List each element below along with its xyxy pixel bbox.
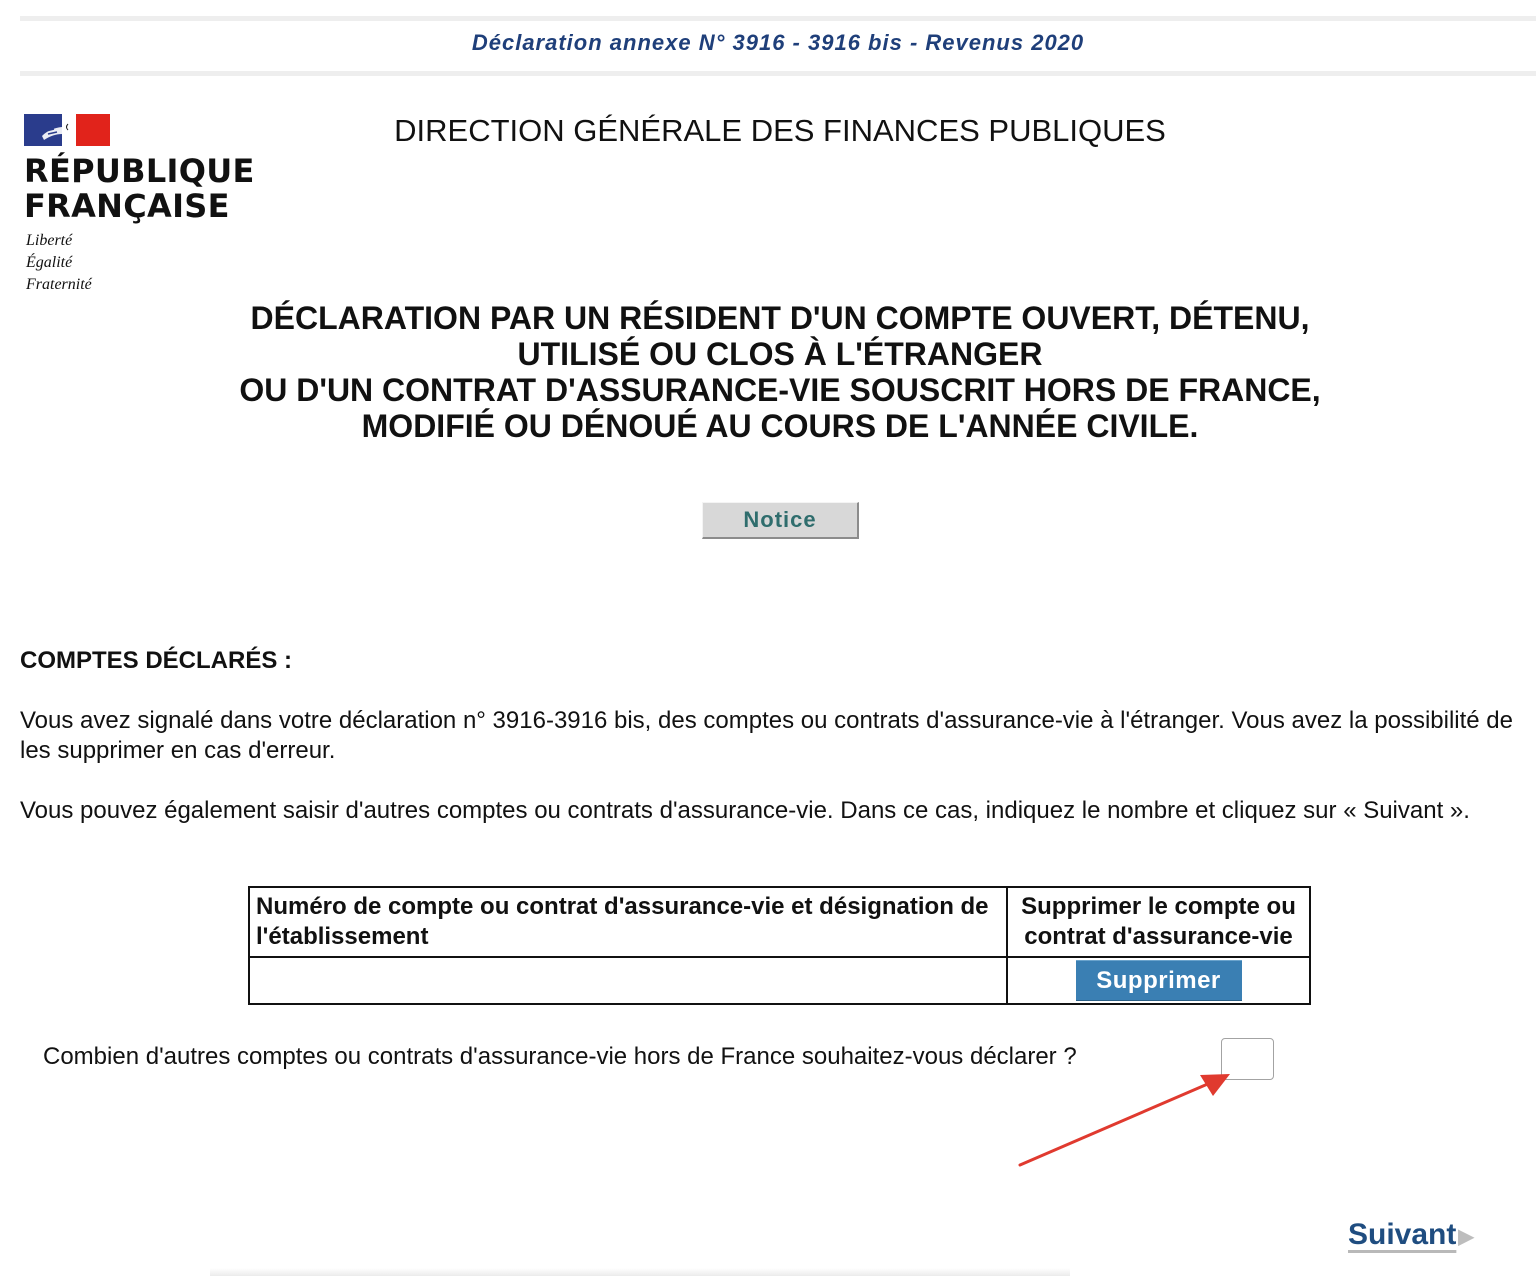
republique-francaise-logo [24, 114, 254, 304]
next-label: Suivant [1348, 1218, 1457, 1251]
title-line: MODIFIÉ OU DÉNOUÉ AU COURS DE L'ANNÉE CIVILE. [361, 408, 1199, 444]
agency-name: DIRECTION GÉNÉRALE DES FINANCES PUBLIQUES [394, 113, 1166, 148]
marianne-flag-icon [24, 114, 110, 146]
title-line: UTILISÉ OU CLOS À L'ÉTRANGER [517, 336, 1043, 372]
republic-motto: Liberté Égalité Fraternité [26, 232, 92, 293]
count-question-label: Combien d'autres comptes ou contrats d'assurance-vie hors de France souhaitez-vous déclarer ? [43, 1043, 1077, 1070]
action-cell [1007, 957, 1310, 1004]
table-row [249, 957, 1310, 1004]
page-title [180, 300, 1380, 444]
title-line: OU D'UN CONTRAT D'ASSURANCE-VIE SOUSCRIT HORS DE FRANCE, [239, 372, 1321, 408]
bottom-shadow [210, 1268, 1070, 1276]
column-header-delete: Supprimer le compte ou contrat d'assurance-vie [1007, 887, 1310, 957]
section-heading: COMPTES DÉCLARÉS : [20, 647, 293, 674]
instruction-paragraph: Vous pouvez également saisir d'autres comptes ou contrats d'assurance-vie. Dans ce cas, indiquez le nombre et cliquez sur « Suivant ». [20, 797, 1470, 824]
column-header-account: Numéro de compte ou contrat d'assurance-vie et désignation de l'établissement [249, 887, 1007, 957]
table-header-row [249, 887, 1310, 957]
form-banner: Déclaration annexe N° 3916 - 3916 bis - Revenus 2020 [471, 30, 1085, 55]
title-line: DÉCLARATION PAR UN RÉSIDENT D'UN COMPTE OUVERT, DÉTENU, [250, 300, 1310, 336]
annotation-arrow-icon [1010, 1060, 1240, 1180]
intro-paragraph: Vous avez signalé dans votre déclaration n° 3916-3916 bis, des comptes ou contrats d'assurance-vie à l'étranger. Vous avez la possibilité de les supprimer en cas d'erreur. [20, 707, 1513, 764]
delete-account-button[interactable]: Supprimer [1076, 960, 1242, 1001]
account-cell [249, 957, 1007, 1004]
triangle-right-icon: ▶ [1458, 1225, 1474, 1248]
republique-francaise-wordmark: RÉPUBLIQUE FRANÇAISE [24, 152, 255, 225]
banner-bottom-rule [20, 71, 1536, 76]
notice-button[interactable]: Notice [702, 502, 859, 539]
top-rule [20, 16, 1536, 21]
next-link[interactable] [1348, 1218, 1474, 1252]
declared-accounts-table [248, 886, 1311, 1005]
